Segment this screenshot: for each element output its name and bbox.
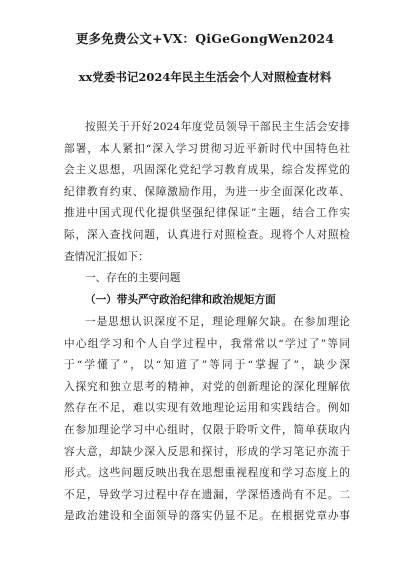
paragraph-line: 按照关于开好2024年度党员领导干部民主生活会安排: [85, 121, 350, 133]
paragraph-line: 容大意，却缺少深入反思和探讨，形成的学习笔记亦流于: [64, 445, 350, 458]
paragraph-line: 会主义思想，巩固深化党纪学习教育成果，综合发挥党的: [64, 164, 350, 177]
paragraph-line: 是政治建设和全面领导的落实仍显不足。在根据党章办事: [64, 510, 350, 523]
paragraph-line: 入探究和独立思考的精神，对党的创新理论的深化理解依: [64, 380, 350, 393]
body-paragraph: [64, 312, 350, 528]
document-title: xx党委书记2024年民主生活会个人对照检查材料: [78, 70, 332, 84]
paragraph-line: 形式。这些问题反映出我在思想重视程度和学习态度上的: [64, 467, 350, 480]
paragraph-line: 一是思想认识深度不足，理论理解欠缺。在参加理论: [85, 316, 350, 328]
paragraph-line: 部署，本人紧扣“深入学习贯彻习近平新时代中国特色社: [64, 142, 350, 155]
intro-paragraph: [64, 117, 350, 268]
paragraph-line: 查情况汇报如下：: [64, 250, 149, 263]
subsection-heading: （一）带头严守政治纪律和政治规矩方面: [85, 294, 276, 306]
paragraph-line: 中心组学习和个人自学过程中，我常常以“学过了”等同: [64, 337, 350, 350]
section-heading: 一、存在的主要问题: [85, 272, 181, 284]
paragraph-line: 不足，导致学习过程中存在遗漏，学深悟透尚有不足。二: [64, 488, 350, 501]
paragraph-line: 际，深入查找问题，认真进行对照检查。现将个人对照检: [64, 228, 350, 241]
paragraph-line: 于“学懂了”，以“知道了”等同于“掌握了”，缺少深: [64, 359, 350, 372]
promo-banner: 更多免费公文+VX：QiGeGongWen2024: [75, 31, 335, 46]
paragraph-line: 纪律教育约束、保障激励作用，为进一步全面深化改革、: [64, 185, 350, 198]
paragraph-line: 然存在不足，难以实现有效地理论运用和实践结合。例如: [64, 402, 350, 415]
paragraph-line: 推进中国式现代化提供坚强纪律保证”主题，结合工作实: [64, 207, 350, 220]
paragraph-line: 在参加理论学习中心组时，仅限于聆听文件，简单获取内: [64, 423, 350, 436]
